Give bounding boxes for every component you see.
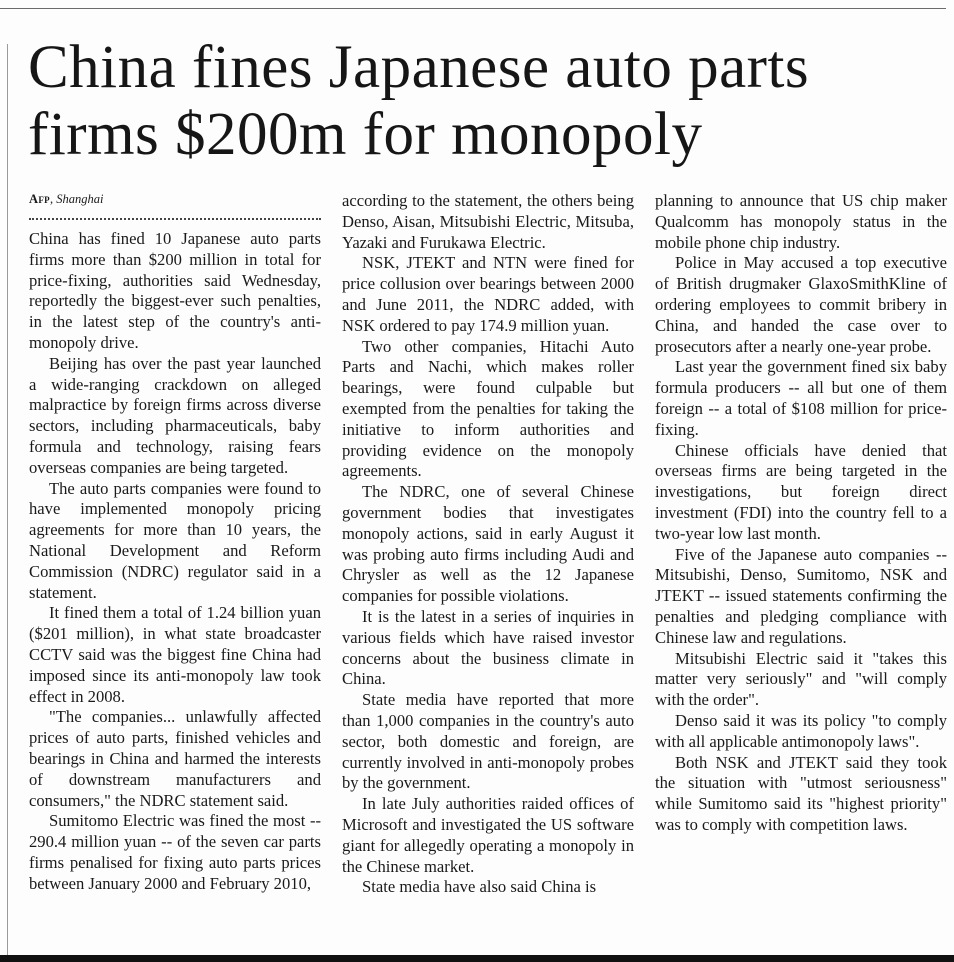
byline-separator: , xyxy=(49,192,57,206)
paragraph: Last year the government fined six baby formula producers -- all but one of them foreign -- a total of $108 million for price-fixing. xyxy=(655,357,947,439)
paragraph: Five of the Japanese auto companies -- Mitsubishi, Denso, Sumitomo, NSK and JTEKT -- issued statements confirming the penalties and pledging compliance with Chinese law and regulations. xyxy=(655,544,947,647)
paragraph: China has fined 10 Japanese auto parts firms more than $200 million in total for price-fixing, authorities said Wednesday, reportedly the biggest-ever such penalties, in the latest step of the country's anti-monopoly drive. xyxy=(29,229,321,352)
paragraph-continued: planning to announce that US chip maker Qualcomm has monopoly status in the mobile phone chip industry. xyxy=(655,191,947,252)
bottom-rule xyxy=(0,955,954,962)
paragraph: State media have reported that more than 1,000 companies in the country's auto sector, both domestic and foreign, are currently involved in anti-monopoly probes by the government. xyxy=(342,690,634,793)
paragraph: Denso said it was its policy "to comply with all applicable antimonopoly laws". xyxy=(655,710,947,751)
article-column-1 xyxy=(29,190,321,895)
byline xyxy=(29,190,321,214)
paragraph: It fined them a total of 1.24 billion yuan ($201 million), in what state broadcaster CCTV said was the biggest fine China had imposed since its anti-monopoly law took effect in 2008. xyxy=(29,603,321,706)
paragraph: Mitsubishi Electric said it "takes this matter very seriously" and "will comply with the order". xyxy=(655,648,947,710)
paragraph: It is the latest in a series of inquiries in various fields which have raised investor concerns about the business climate in China. xyxy=(342,606,634,689)
paragraph: "The companies... unlawfully affected prices of auto parts, finished vehicles and bearings in China and harmed the interests of downstream manufacturers and consumers," the NDRC statement said. xyxy=(29,707,321,810)
byline-city: Shanghai xyxy=(56,192,104,206)
paragraph: Both NSK and JTEKT said they took the situation with "utmost seriousness" while Sumitomo said its "highest priority" was to comply with competition laws. xyxy=(655,752,947,834)
left-column-rule xyxy=(7,44,8,956)
headline: China fines Japanese auto parts firms $200m for monopoly xyxy=(28,34,810,168)
paragraph: State media have also said China is xyxy=(362,877,597,897)
byline-dotted-divider xyxy=(29,218,321,220)
paragraph: NSK, JTEKT and NTN were fined for price collusion over bearings between 2000 and June 2011, the NDRC added, with NSK ordered to pay 174.9 million yuan. xyxy=(342,253,634,335)
paragraph: The NDRC, one of several Chinese government bodies that investigates monopoly actions, said in early August it was probing auto firms including Audi and Chrysler as well as the 12 Japanese companies for possible violations. xyxy=(342,482,634,606)
paragraph: Two other companies, Hitachi Auto Parts and Nachi, which makes roller bearings, were found culpable but exempted from the penalties for taking the initiative to inform authorities and providing evidence on the monopoly agreements. xyxy=(342,336,634,481)
byline-agency: Afp xyxy=(29,192,50,206)
paragraph: Sumitomo Electric was fined the most -- 290.4 million yuan -- of the seven car parts firms penalised for fixing auto parts prices between January 2000 and February 2010, xyxy=(29,811,321,893)
top-rule xyxy=(0,8,946,9)
paragraph: Police in May accused a top executive of British drugmaker GlaxoSmithKline of ordering employees to commit bribery in China, and handed the case over to prosecutors after a nearly one-year probe. xyxy=(655,253,947,356)
paragraph: Beijing has over the past year launched a wide-ranging crackdown on alleged malpractice by foreign firms across diverse sectors, including pharmaceuticals, baby formula and technology, raising fears overseas companies are being targeted. xyxy=(29,353,321,477)
paragraph: Chinese officials have denied that overseas firms are being targeted in the investigations, but foreign direct investment (FDI) into the country fell to a two-year low last month. xyxy=(655,440,947,543)
paragraph: In late July authorities raided offices of Microsoft and investigated the US software giant for allegedly operating a monopoly in the Chinese market. xyxy=(342,794,634,876)
paragraph-continued: according to the statement, the others being Denso, Aisan, Mitsubishi Electric, Mitsuba, Yazaki and Furukawa Electric. xyxy=(342,191,634,252)
paragraph: The auto parts companies were found to have implemented monopoly pricing agreements for more than 10 years, the National Development and Reform Commission (NDRC) regulator said in a statement. xyxy=(29,478,321,602)
article-column-2 xyxy=(342,191,634,898)
article-column-3 xyxy=(655,191,947,836)
